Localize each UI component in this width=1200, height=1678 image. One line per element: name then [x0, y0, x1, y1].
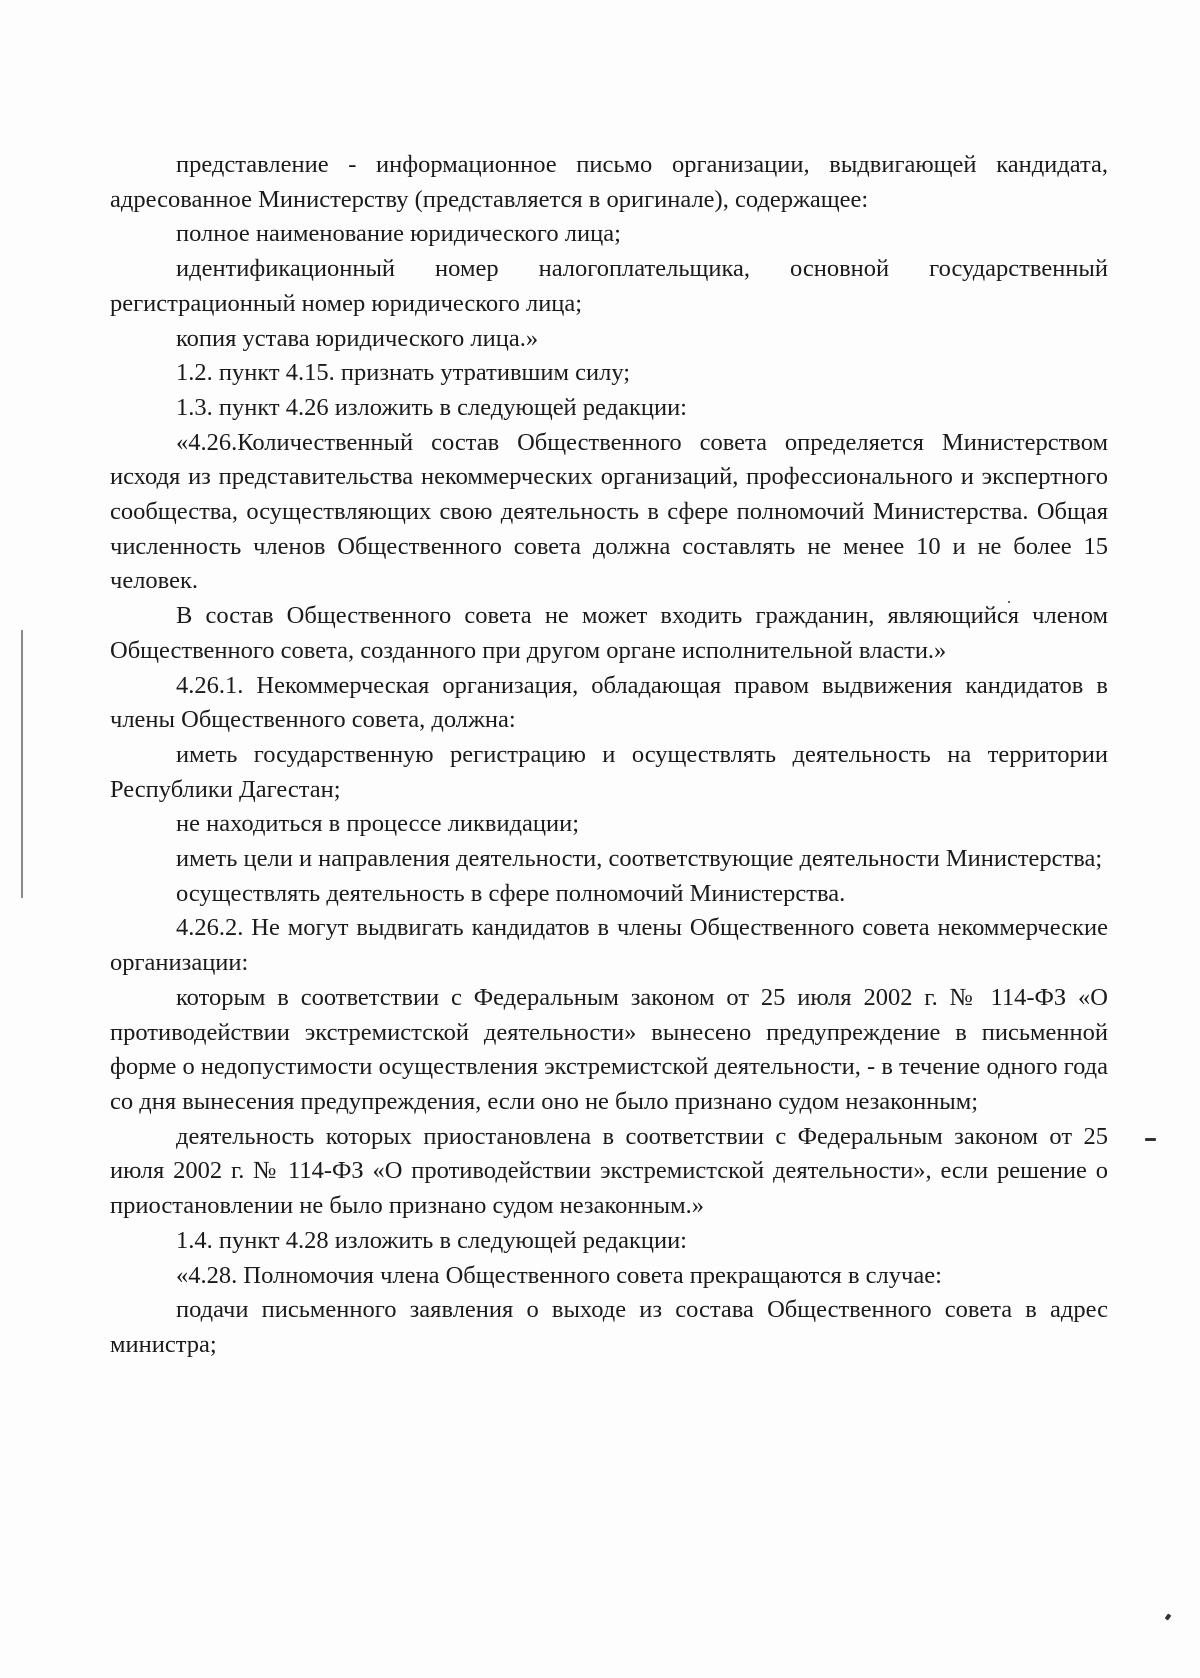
paragraph: 4.26.2. Не могут выдвигать кандидатов в члены Общественного совета некоммерческие организации: [110, 914, 1108, 977]
paragraph: «4.28. Полномочия члена Общественного совета прекращаются в случае: [176, 1261, 942, 1289]
paragraph: копия устава юридического лица.» [176, 324, 539, 352]
scan-speck [1145, 1138, 1156, 1141]
paragraph: иметь цели и направления деятельности, соответствующие деятельности Министерства; [176, 845, 1103, 873]
scan-margin-line [21, 630, 23, 898]
document-body [110, 148, 1108, 1363]
paragraph: подачи письменного заявления о выходе из состава Общественного совета в адрес министра; [110, 1296, 1108, 1358]
paragraph: 1.2. пункт 4.15. признать утратившим силу; [176, 359, 631, 387]
paragraph: «4.26.Количественный состав Общественного совета определяется Министерством исходя из представительства некоммерческих организаций, профессионального и экспертного сообщества, осуществляющих свою деятельность в сфере полномочий Министерства. Общая численность членов Общественного совета должна составлять не менее 10 и не более 15 человек. [110, 428, 1108, 595]
paragraph: не находиться в процессе ликвидации; [176, 810, 580, 838]
paragraph: 1.3. пункт 4.26 изложить в следующей редакции: [176, 393, 687, 421]
paragraph: 1.4. пункт 4.28 изложить в следующей редакции: [176, 1226, 687, 1254]
paragraph: 4.26.1. Некоммерческая организация, обладающая правом выдвижения кандидатов в члены Общественного совета, должна: [110, 671, 1108, 734]
paragraph: В состав Общественного совета не может входить гражданин, являющийся членом Общественного совета, созданного при другом органе исполнительной власти.» [110, 602, 1108, 664]
paragraph: полное наименование юридического лица; [176, 220, 621, 248]
paragraph: осуществлять деятельность в сфере полномочий Министерства. [176, 879, 846, 907]
paragraph: идентификационный номер налогоплательщика, основной государственный регистрационный номер юридического лица; [110, 255, 1108, 317]
paragraph: представление - информационное письмо организации, выдвигающей кандидата, адресованное Министерству (представляется в оригинале), содержащее: [110, 151, 1108, 213]
paragraph: деятельность которых приостановлена в соответствии с Федеральным законом от 25 июля 2002 г. № 114-ФЗ «О противодействии экстремистской деятельности», если решение о приостановлении не было признано судом незаконным.» [110, 1122, 1108, 1220]
paragraph: которым в соответствии с Федеральным законом от 25 июля 2002 г. № 114-ФЗ «О противодействии экстремистской деятельности» вынесено предупреждение в письменной форме о недопустимости осуществления экстремистской деятельности, - в течение одного года со дня вынесения предупреждения, если оно не было признано судом незаконным; [110, 983, 1108, 1115]
paragraph: иметь государственную регистрацию и осуществлять деятельность на территории Республики Дагестан; [110, 740, 1108, 803]
scan-speck [1165, 1613, 1172, 1620]
